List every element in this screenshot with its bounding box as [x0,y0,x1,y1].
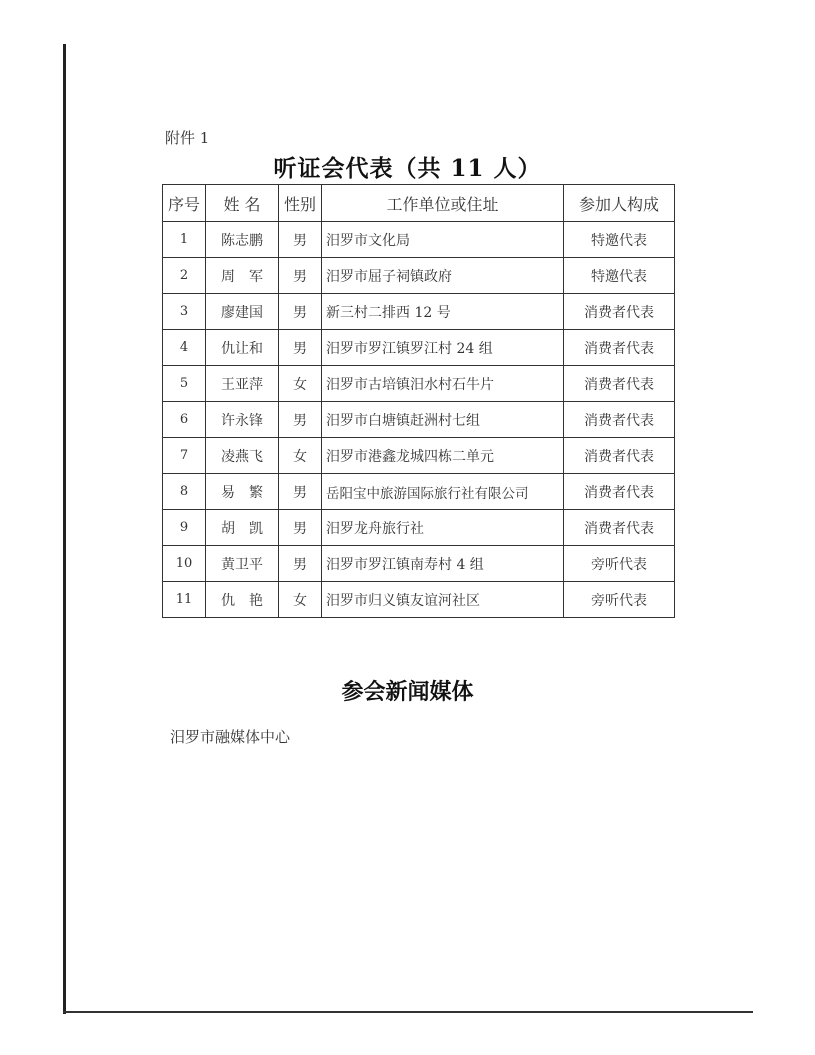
cell-number: 4 [163,330,206,366]
cell-number: 5 [163,366,206,402]
cell-gender: 女 [279,438,322,474]
cell-address: 汨罗市屈子祠镇政府 [322,258,564,294]
cell-name: 王亚萍 [206,366,279,402]
representatives-table [162,184,675,618]
cell-role: 消费者代表 [564,510,675,546]
table-row [163,510,675,546]
table-row [163,402,675,438]
media-item: 汨罗市融媒体中心 [170,728,291,746]
cell-address: 汨罗市古培镇汨水村石牛片 [322,366,564,402]
cell-name: 黄卫平 [206,546,279,582]
cell-role: 特邀代表 [564,258,675,294]
header-number: 序号 [163,185,206,222]
cell-name: 许永锋 [206,402,279,438]
cell-name: 廖建国 [206,294,279,330]
cell-role: 消费者代表 [564,294,675,330]
cell-name: 仇 艳 [206,582,279,618]
cell-gender: 男 [279,330,322,366]
cell-number: 1 [163,222,206,258]
cell-name: 陈志鹏 [206,222,279,258]
table-row [163,582,675,618]
cell-gender: 男 [279,474,322,510]
cell-number: 10 [163,546,206,582]
header-name: 姓 名 [206,185,279,222]
table-row [163,222,675,258]
cell-address: 汨罗市港鑫龙城四栋二单元 [322,438,564,474]
cell-address: 汨罗市归义镇友谊河社区 [322,582,564,618]
header-gender: 性别 [279,185,322,222]
cell-role: 消费者代表 [564,402,675,438]
cell-name: 仇让和 [206,330,279,366]
cell-role: 消费者代表 [564,366,675,402]
cell-gender: 男 [279,258,322,294]
cell-gender: 男 [279,294,322,330]
cell-address: 汨罗市罗江镇罗江村 24 组 [322,330,564,366]
cell-role: 旁听代表 [564,546,675,582]
cell-name: 凌燕飞 [206,438,279,474]
cell-address: 新三村二排西 12 号 [322,294,564,330]
cell-gender: 男 [279,510,322,546]
cell-address: 岳阳宝中旅游国际旅行社有限公司 [322,474,564,510]
cell-address: 汨罗龙舟旅行社 [322,510,564,546]
table-row [163,474,675,510]
cell-address: 汨罗市白塘镇赶洲村七组 [322,402,564,438]
table-row [163,366,675,402]
cell-number: 11 [163,582,206,618]
header-role: 参加人构成 [564,185,675,222]
table-row [163,438,675,474]
cell-gender: 女 [279,366,322,402]
attachment-label: 附件 1 [165,129,210,147]
table-row [163,330,675,366]
cell-gender: 男 [279,222,322,258]
media-section-title: 参会新闻媒体 [341,679,474,705]
cell-role: 旁听代表 [564,582,675,618]
table-row [163,258,675,294]
cell-name: 易 繁 [206,474,279,510]
document-title: 听证会代表（共 11 人） [273,155,542,182]
cell-address: 汨罗市罗江镇南寿村 4 组 [322,546,564,582]
cell-number: 3 [163,294,206,330]
cell-role: 消费者代表 [564,438,675,474]
table-row [163,294,675,330]
table-header-row [163,185,675,222]
cell-role: 消费者代表 [564,474,675,510]
cell-name: 周 军 [206,258,279,294]
cell-number: 9 [163,510,206,546]
cell-name: 胡 凯 [206,510,279,546]
cell-role: 消费者代表 [564,330,675,366]
cell-gender: 女 [279,582,322,618]
cell-number: 6 [163,402,206,438]
cell-gender: 男 [279,402,322,438]
cell-role: 特邀代表 [564,222,675,258]
cell-address: 汨罗市文化局 [322,222,564,258]
page-edge-left [63,44,66,1014]
page-edge-bottom [63,1011,753,1013]
cell-gender: 男 [279,546,322,582]
table-row [163,546,675,582]
cell-number: 2 [163,258,206,294]
cell-number: 8 [163,474,206,510]
cell-number: 7 [163,438,206,474]
header-address: 工作单位或住址 [322,185,564,222]
